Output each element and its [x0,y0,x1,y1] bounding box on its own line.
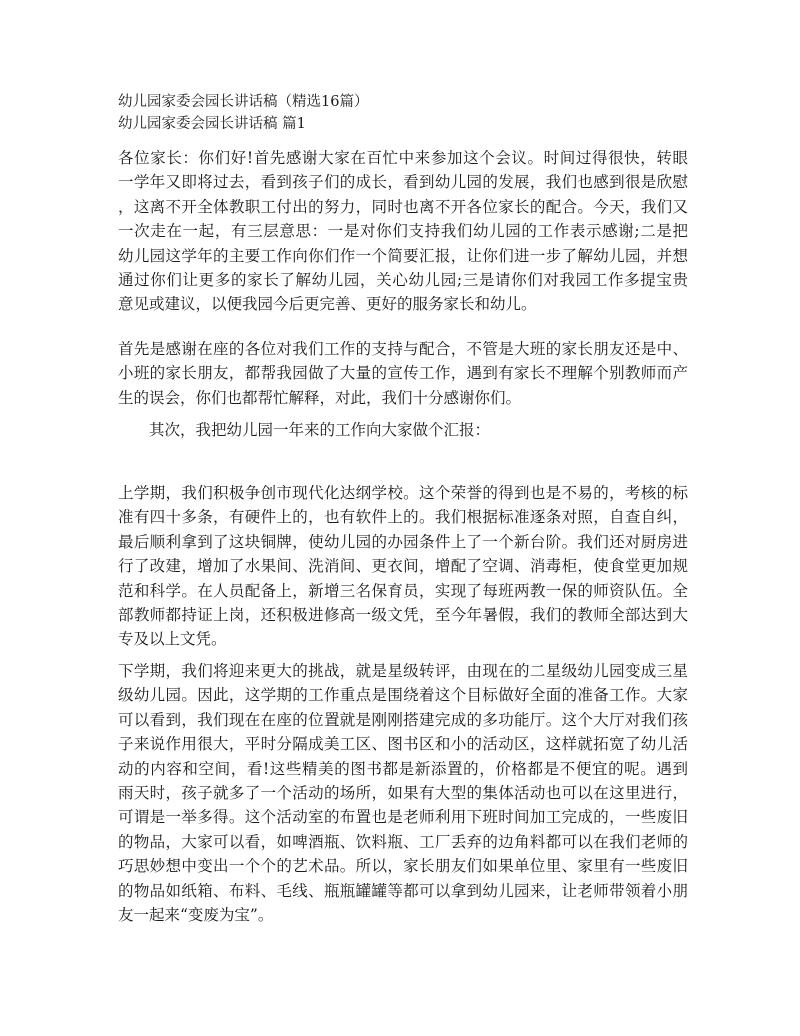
text-line: 的物品，大家可以看，如啤酒瓶、饮料瓶、工厂丢弃的边角料都可以在我们老师的 [118,832,688,851]
text-line: 最后顺利拿到了这块铜牌，使幼儿园的办园条件上了一个新台阶。我们还对厨房进 [118,532,688,551]
text-line: 部教师都持证上岗，还积极进修高一级文凭，至今年暑假，我们的教师全部达到大 [118,606,688,625]
paragraph-first-semester [118,481,688,652]
text-line: 动的内容和空间，看!这些精美的图书都是新添置的，价格都是不便宜的呢。遇到 [118,759,688,778]
text-line: 一学年又即将过去，看到孩子们的成长，看到幼儿园的发展，我们也感到很是欣慰 [118,173,688,192]
text-line: 雨天时，孩子就多了一个活动的场所，如果有大型的集体活动也可以在这里进行， [118,784,688,803]
text-line: 通过你们让更多的家长了解幼儿园，关心幼儿园;三是请你们对我园工作多提宝贵 [118,271,688,290]
text-line: ，这离不开全体教职工付出的努力，同时也离不开各位家长的配合。今天，我们又 [118,197,688,216]
text-line: 意见或建议，以便我园今后更完善、更好的服务家长和幼儿。 [118,295,537,314]
text-line: 各位家长：你们好!首先感谢大家在百忙中来参加这个会议。时间过得很快，转眼 [118,149,688,167]
text-line: 巧思妙想中变出一个个的艺术品。所以，家长朋友们如果单位里、家里有一些废旧 [118,857,688,876]
document-subtitle: 幼儿园家委会园长讲话稿 篇1 [118,116,306,132]
text-line: 其次，我把幼儿园一年来的工作向大家做个汇报： [118,421,491,439]
text-line: 的物品如纸箱、布料、毛线、瓶瓶罐罐等都可以拿到幼儿园来，让老师带领着小朋 [118,881,688,900]
document-title: 幼儿园家委会园长讲话稿（精选16篇） [118,94,369,110]
text-line: 范和科学。在人员配备上，新增三名保育员，实现了每班两教一保的师资队伍。全 [118,581,688,600]
text-line: 可谓是一举多得。这个活动室的布置也是老师利用下班时间加工完成的，一些废旧 [118,808,688,827]
text-line: 下学期，我们将迎来更大的挑战，就是星级转评，由现在的二星级幼儿园变成三星 [118,662,688,680]
text-line: 可以看到，我们现在在座的位置就是刚刚搭建完成的多功能厅。这个大厅对我们孩 [118,710,688,729]
text-line: 级幼儿园。因此，这学期的工作重点是围绕着这个目标做好全面的准备工作。大家 [118,686,688,705]
text-line: 上学期，我们积极争创市现代化达纲学校。这个荣誉的得到也是不易的，考核的标 [118,484,688,502]
text-line: 生的误会，你们也都帮忙解释，对此，我们十分感谢你们。 [118,388,522,407]
text-line: 一次走在一起，有三层意思：一是对你们支持我们幼儿园的工作表示感谢;二是把 [118,222,688,241]
paragraph-second-semester [118,659,688,927]
text-line: 首先是感谢在座的各位对我们工作的支持与配合，不管是大班的家长朋友还是中、 [118,340,688,358]
text-line: 友一起来“变废为宝”。 [118,906,274,925]
paragraph-intro-report [118,418,688,442]
text-line: 小班的家长朋友，都帮我园做了大量的宣传工作，遇到有家长不理解个别教师而产 [118,364,688,383]
text-line: 准有四十多条，有硬件上的，也有软件上的。我们根据标准逐条对照，自查自纠， [118,508,688,527]
paragraph-greeting [118,146,688,317]
text-line: 行了改建，增加了水果间、洗消间、更衣间，增配了空调、消毒柜，使食堂更加规 [118,557,688,576]
text-line: 幼儿园这学年的主要工作向你们作一个简要汇报，让你们进一步了解幼儿园，并想 [118,246,688,265]
text-line: 子来说作用很大，平时分隔成美工区、图书区和小的活动区，这样就拓宽了幼儿活 [118,735,688,754]
paragraph-thanks [118,337,688,410]
text-line: 专及以上文凭。 [118,630,227,649]
